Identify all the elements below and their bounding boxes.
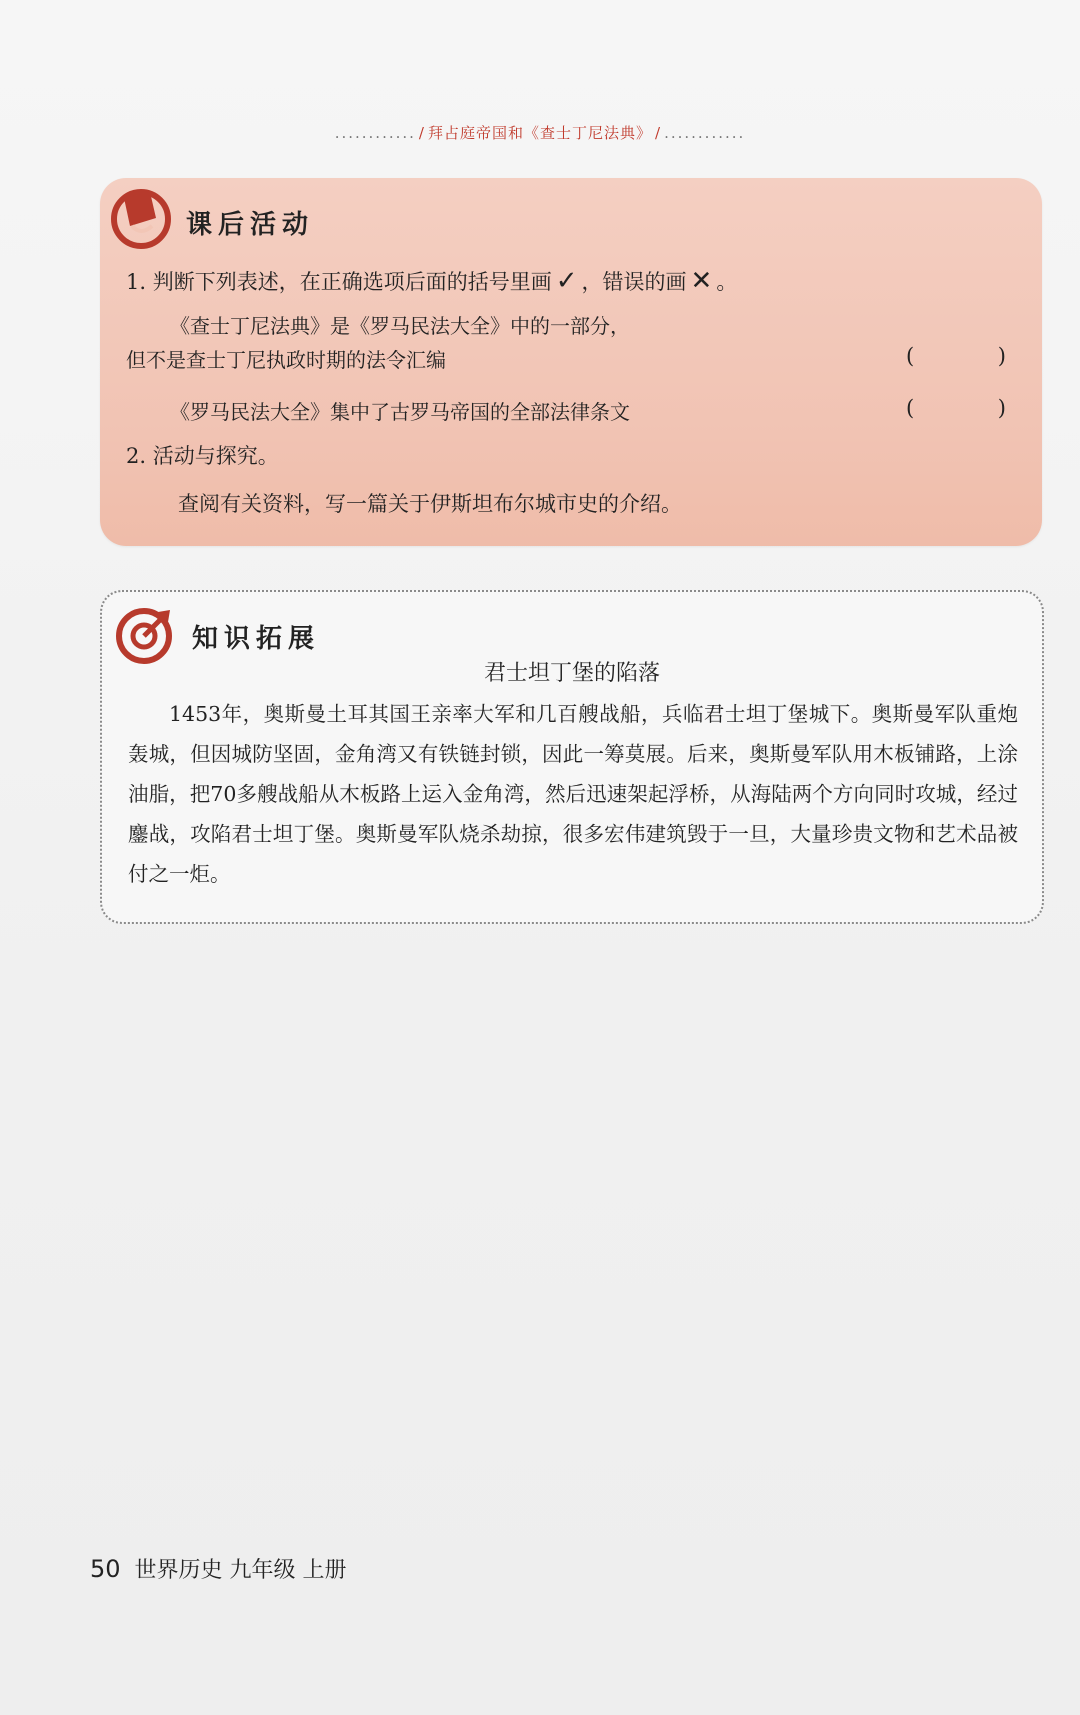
answer-bracket-1[interactable]: ( ) (906, 344, 1006, 368)
header-text-part2: 《查士丁尼法典》 (524, 124, 653, 142)
question-1-end: 。 (716, 270, 738, 294)
statement-1-line-2: 但不是查士丁尼执政时期的法令汇编 (126, 348, 446, 372)
activity-title: 课后活动 (186, 210, 315, 240)
answer-bracket-2[interactable]: ( ) (906, 396, 1006, 420)
check-mark-icon: ✓ (555, 266, 578, 296)
statement-2: 《罗马民法大全》集中了古罗马帝国的全部法律条文 (170, 400, 630, 424)
page-number: 50 (90, 1555, 121, 1583)
statement-1-line-1: 《查士丁尼法典》是《罗马民法大全》中的一部分， (170, 314, 630, 338)
header-dots-right: ............ (664, 124, 746, 142)
knowledge-heading: 君士坦丁堡的陷落 (483, 661, 660, 686)
question-2-title: 2. 活动与探究。 (126, 444, 279, 468)
question-1-text: 1. 判断下列表述，在正确选项后面的括号里画 (126, 270, 552, 294)
knowledge-extension-box (100, 590, 1044, 924)
question-1-mid: ，错误的画 (581, 270, 687, 294)
knowledge-title: 知识拓展 (192, 624, 321, 654)
question-1 (126, 266, 737, 296)
header-text-part1: 拜占庭帝国和 (427, 124, 524, 142)
running-header: ............ / 拜占庭帝国和《查士丁尼法典》 / ............ (334, 124, 746, 142)
book-title: 世界历史 九年级 上册 (134, 1558, 347, 1583)
after-class-activity-box (100, 178, 1042, 546)
header-dots-left: ............ (334, 124, 416, 142)
activity-section-icon (110, 188, 172, 250)
cross-mark-icon: ✕ (690, 266, 713, 296)
page-footer (90, 1553, 347, 1584)
knowledge-body: 1453年，奥斯曼土耳其国王亲率大军和几百艘战船，兵临君士坦丁堡城下。奥斯曼军队重炮轰城，但因城防坚固，金角湾又有铁链封锁，因此一筹莫展。后来，奥斯曼军队用木板铺路，上涂油脂，把70多艘战船从木板路上运入金角湾，然后迅速架起浮桥，从海陆两个方向同时攻城，经过鏖战，攻陷君士坦丁堡。奥斯曼军队烧杀劫掠，很多宏伟建筑毁于一旦，大量珍贵文物和艺术品被付之一炬。 (128, 702, 1018, 886)
question-2-text: 查阅有关资料，写一篇关于伊斯坦布尔城市史的介绍。 (178, 492, 682, 516)
